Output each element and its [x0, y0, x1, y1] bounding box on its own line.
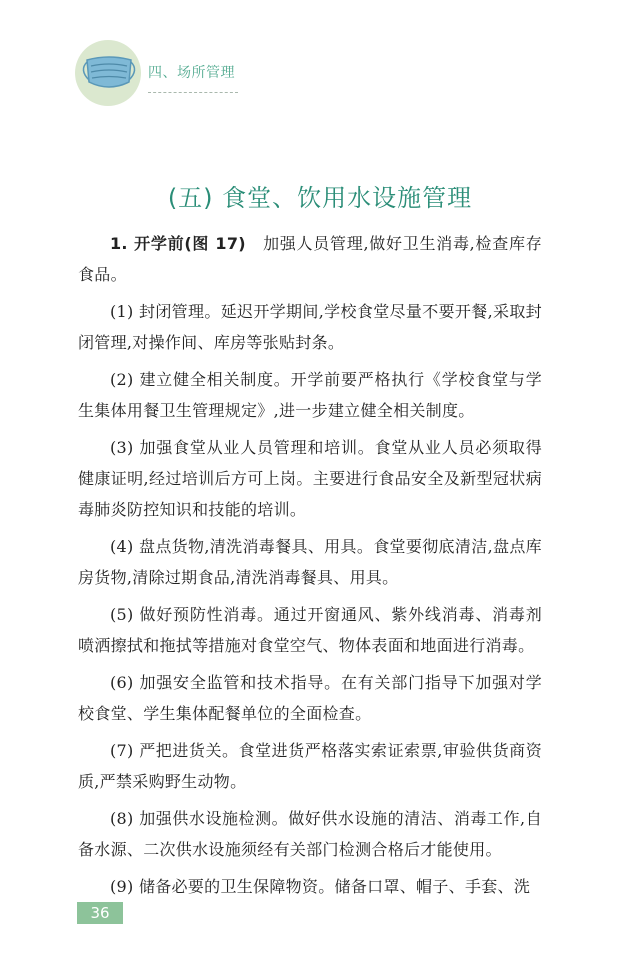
paragraph [78, 228, 542, 290]
header-divider [148, 92, 238, 93]
paragraph [78, 599, 542, 661]
page-title: (五) 食堂、饮用水设施管理 [167, 184, 473, 212]
paragraph-text: (6) 加强安全监管和技术指导。在有关部门指导下加强对学校食堂、学生集体配餐单位的全面检查。 [78, 673, 542, 723]
paragraph-lead: 1. 开学前(图 17) [110, 234, 246, 253]
paragraph [78, 735, 542, 797]
face-mask-icon [75, 40, 141, 106]
paragraph-text: (7) 严把进货关。食堂进货严格落实索证索票,审验供货商资质,严禁采购野生动物。 [78, 741, 542, 791]
paragraph [78, 803, 542, 865]
paragraph-text: (1) 封闭管理。延迟开学期间,学校食堂尽量不要开餐,采取封闭管理,对操作间、库房等张贴封条。 [78, 302, 542, 352]
chapter-header [75, 40, 375, 110]
paragraph-text: (4) 盘点货物,清洗消毒餐具、用具。食堂要彻底清洁,盘点库房货物,清除过期食品,清洗消毒餐具、用具。 [78, 537, 542, 587]
paragraph [78, 667, 542, 729]
paragraph [78, 296, 542, 358]
paragraph-text: 加强人员管理,做好卫生消毒,检查库存食品。 [78, 234, 543, 284]
body-text [78, 228, 542, 908]
paragraph-text: (8) 加强供水设施检测。做好供水设施的清洁、消毒工作,自备水源、二次供水设施须经有关部门检测合格后才能使用。 [78, 809, 542, 859]
page-number: 36 [77, 902, 123, 924]
paragraph [78, 531, 542, 593]
paragraph-text: (3) 加强食堂从业人员管理和培训。食堂从业人员必须取得健康证明,经过培训后方可上岗。主要进行食品安全及新型冠状病毒肺炎防控知识和技能的培训。 [78, 438, 542, 519]
paragraph [78, 871, 542, 902]
paragraph [78, 364, 542, 426]
paragraph-text: (2) 建立健全相关制度。开学前要严格执行《学校食堂与学生集体用餐卫生管理规定》,进一步建立健全相关制度。 [78, 370, 542, 420]
paragraph [78, 432, 542, 525]
paragraph-text: (5) 做好预防性消毒。通过开窗通风、紫外线消毒、消毒剂喷洒擦拭和拖拭等措施对食堂空气、物体表面和地面进行消毒。 [78, 605, 542, 655]
section-label: 四、场所管理 [148, 65, 235, 81]
paragraph-text: (9) 储备必要的卫生保障物资。储备口罩、帽子、手套、洗 [110, 877, 531, 896]
